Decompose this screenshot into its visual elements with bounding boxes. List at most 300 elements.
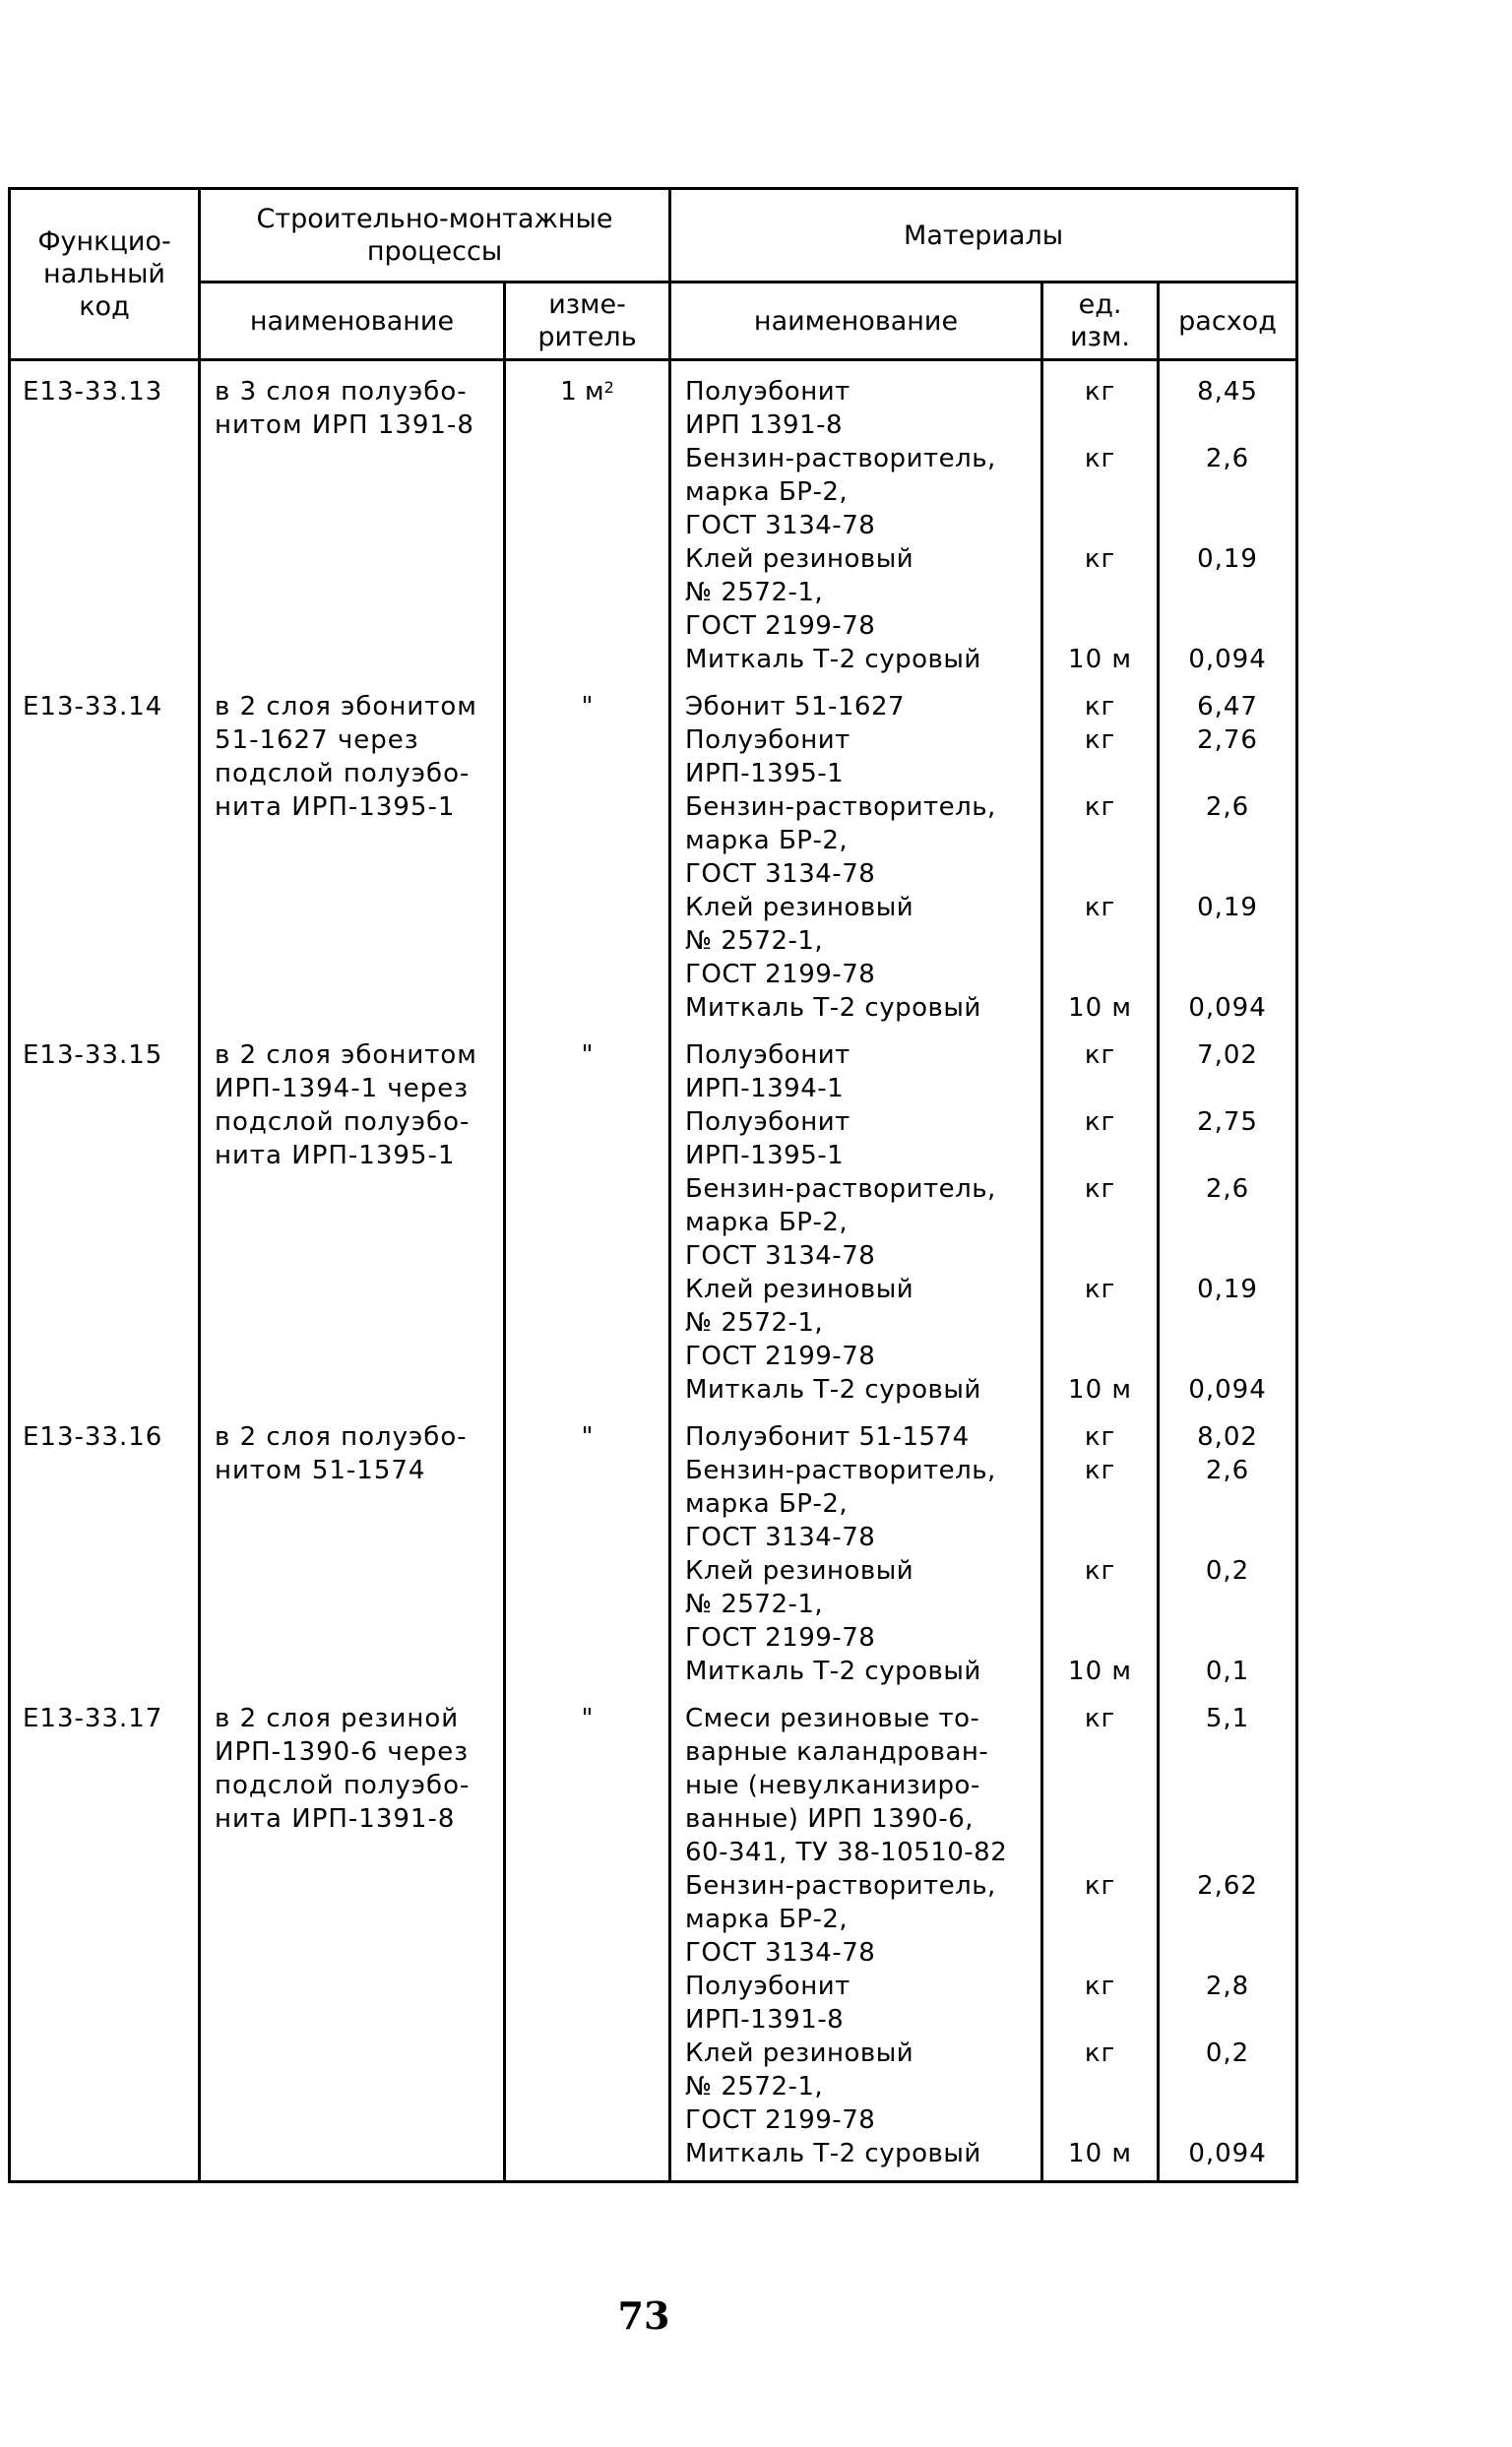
function-code-text: Е13-33.14 xyxy=(23,692,163,722)
material-line: марка БР-2, xyxy=(685,1905,849,1934)
unit-list xyxy=(1043,1702,1157,2170)
meter-value xyxy=(506,375,668,408)
function-code-text: Е13-33.16 xyxy=(23,1422,163,1452)
row-spacer xyxy=(10,1688,1297,1702)
unit-filler xyxy=(1043,757,1157,790)
process-name xyxy=(200,1420,505,1688)
unit-filler xyxy=(1043,408,1157,442)
rate-list xyxy=(1160,1420,1295,1688)
spacer-cell xyxy=(1042,676,1159,690)
unit-value: кг xyxy=(1084,893,1116,922)
material-cell xyxy=(670,375,1042,676)
material-list xyxy=(671,1038,1040,1407)
material-item xyxy=(671,1420,1040,1454)
material-item xyxy=(671,790,1040,891)
material-item xyxy=(671,991,1040,1025)
spacer-cell xyxy=(505,2170,670,2182)
material-line: Бензин-растворитель, xyxy=(685,1871,996,1901)
unit-value: 10 м xyxy=(1068,1657,1132,1686)
rate-item xyxy=(1160,991,1295,1025)
material-line: Полуэбонит 51-1574 xyxy=(685,1422,970,1452)
meter-value xyxy=(506,1038,668,1072)
unit-item xyxy=(1043,790,1157,891)
material-line: Миткаль Т-2 суровый xyxy=(685,1657,981,1686)
rate-value: 0,094 xyxy=(1188,1375,1267,1405)
material-line: марка БР-2, xyxy=(685,1489,849,1519)
unit-filler xyxy=(1043,1139,1157,1172)
material-item xyxy=(671,723,1040,790)
rate-value: 8,45 xyxy=(1197,377,1258,407)
rate-filler xyxy=(1160,958,1295,991)
unit-filler xyxy=(1043,1802,1157,1836)
rate-item xyxy=(1160,1869,1295,1970)
spacer-cell xyxy=(10,2170,200,2182)
rate-filler xyxy=(1160,1521,1295,1554)
material-item xyxy=(671,643,1040,676)
rate-filler xyxy=(1160,609,1295,643)
table-row xyxy=(10,1702,1297,2170)
rate-filler xyxy=(1160,1139,1295,1172)
unit-filler xyxy=(1043,609,1157,643)
unit-value: 10 м xyxy=(1068,1375,1132,1405)
rate-value: 8,02 xyxy=(1197,1422,1258,1452)
material-item xyxy=(671,1554,1040,1655)
unit-filler xyxy=(1043,1836,1157,1869)
function-code xyxy=(10,1420,200,1688)
rate-value: 6,47 xyxy=(1197,692,1258,722)
unit-item xyxy=(1043,1038,1157,1105)
rate-filler xyxy=(1160,1735,1295,1769)
unit-filler xyxy=(1043,1239,1157,1273)
material-line: Полуэбонит xyxy=(685,1972,850,2001)
process-line: нита ИРП-1391-8 xyxy=(215,1804,456,1834)
rate-filler xyxy=(1160,1621,1295,1655)
material-line: ИРП-1391-8 xyxy=(685,2005,845,2035)
material-item xyxy=(671,690,1040,723)
rate-value: 2,6 xyxy=(1205,1456,1250,1485)
material-line: Полуэбонит xyxy=(685,725,850,755)
unit-item xyxy=(1043,1554,1157,1655)
meter-cell xyxy=(505,1038,670,1407)
rate-value: 2,76 xyxy=(1197,725,1258,755)
spacer-cell xyxy=(1159,1025,1297,1038)
spacer-cell xyxy=(1042,1407,1159,1420)
row-spacer xyxy=(10,360,1297,376)
rate-filler xyxy=(1160,824,1295,857)
material-line: ИРП-1394-1 xyxy=(685,1074,845,1103)
material-line: марка БР-2, xyxy=(685,477,849,507)
rate-value: 0,094 xyxy=(1188,993,1267,1023)
rate-value: 0,094 xyxy=(1188,2139,1267,2168)
material-line: Клей резиновый xyxy=(685,893,914,922)
material-list xyxy=(671,1420,1040,1688)
rate-filler xyxy=(1160,1072,1295,1105)
process-line: нита ИРП-1395-1 xyxy=(215,792,456,822)
spacer-cell xyxy=(200,2170,505,2182)
material-item xyxy=(671,1038,1040,1105)
function-code-text: Е13-33.15 xyxy=(23,1040,163,1070)
unit-value: кг xyxy=(1084,1107,1116,1137)
rate-value: 2,8 xyxy=(1205,1972,1250,2001)
material-line: ИРП 1391-8 xyxy=(685,410,844,440)
unit-filler xyxy=(1043,2003,1157,2037)
unit-value: кг xyxy=(1084,544,1116,574)
material-line: Миткаль Т-2 суровый xyxy=(685,645,981,674)
rate-value: 0,2 xyxy=(1205,2039,1250,2068)
material-line: ГОСТ 3134-78 xyxy=(685,1938,876,1968)
process-line: нитом ИРП 1391-8 xyxy=(215,410,474,440)
material-line: № 2572-1, xyxy=(685,2072,824,2102)
unit-filler xyxy=(1043,1903,1157,1936)
unit-filler xyxy=(1043,857,1157,891)
material-line: ГОСТ 2199-78 xyxy=(685,1623,876,1653)
table-row xyxy=(10,1038,1297,1407)
unit-item xyxy=(1043,1702,1157,1869)
table-body xyxy=(10,360,1297,2182)
spacer-cell xyxy=(505,1025,670,1038)
material-line: 60-341, ТУ 38-10510-82 xyxy=(685,1838,1008,1867)
process-name xyxy=(200,690,505,1025)
header-unit: ед. изм. xyxy=(1042,282,1159,360)
rate-filler xyxy=(1160,757,1295,790)
rate-item xyxy=(1160,723,1295,790)
function-code xyxy=(10,375,200,676)
spacer-cell xyxy=(505,1688,670,1702)
meter-text: " xyxy=(581,1040,594,1070)
rate-value: 2,6 xyxy=(1205,444,1250,473)
header-material-name: наименование xyxy=(670,282,1042,360)
rate-cell xyxy=(1159,375,1297,676)
material-item xyxy=(671,1172,1040,1273)
spacer-cell xyxy=(10,676,200,690)
rate-filler xyxy=(1160,1306,1295,1340)
unit-value: кг xyxy=(1084,1040,1116,1070)
rate-filler xyxy=(1160,509,1295,542)
unit-item xyxy=(1043,1373,1157,1407)
table-row xyxy=(10,375,1297,676)
process-name xyxy=(200,375,505,676)
rate-value: 5,1 xyxy=(1205,1704,1250,1733)
unit-filler xyxy=(1043,475,1157,509)
material-line: марка БР-2, xyxy=(685,826,849,855)
process-line: в 3 слоя полуэбо- xyxy=(215,377,468,407)
spacer-cell xyxy=(1159,360,1297,376)
material-list xyxy=(671,375,1040,676)
material-line: № 2572-1, xyxy=(685,1590,824,1619)
rate-value: 0,2 xyxy=(1205,1556,1250,1586)
unit-item xyxy=(1043,690,1157,723)
rate-filler xyxy=(1160,408,1295,442)
meter-cell xyxy=(505,690,670,1025)
row-spacer xyxy=(10,1407,1297,1420)
unit-filler xyxy=(1043,1306,1157,1340)
material-item xyxy=(671,1373,1040,1407)
material-cell xyxy=(670,690,1042,1025)
material-item xyxy=(671,1869,1040,1970)
spacer-cell xyxy=(10,1407,200,1420)
rate-cell xyxy=(1159,1702,1297,2170)
unit-filler xyxy=(1043,1621,1157,1655)
material-line: Эбонит 51-1627 xyxy=(685,692,906,722)
material-line: Миткаль Т-2 суровый xyxy=(685,2139,981,2168)
rate-item xyxy=(1160,1172,1295,1273)
unit-item xyxy=(1043,891,1157,991)
unit-value: кг xyxy=(1084,1972,1116,2001)
unit-filler xyxy=(1043,2070,1157,2103)
rate-filler xyxy=(1160,1903,1295,1936)
material-line: № 2572-1, xyxy=(685,1308,824,1338)
rate-value: 2,62 xyxy=(1197,1871,1258,1901)
unit-filler xyxy=(1043,1769,1157,1802)
material-item xyxy=(671,2037,1040,2137)
header-code: Функцио-нальный код xyxy=(10,189,200,360)
unit-filler xyxy=(1043,1487,1157,1521)
spacer-cell xyxy=(670,1407,1042,1420)
material-line: ГОСТ 3134-78 xyxy=(685,1523,876,1552)
rate-item xyxy=(1160,1554,1295,1655)
spacer-cell xyxy=(670,1688,1042,1702)
rate-item xyxy=(1160,1655,1295,1688)
rate-filler xyxy=(1160,576,1295,609)
rate-value: 0,19 xyxy=(1197,1275,1258,1304)
rate-value: 0,1 xyxy=(1205,1657,1250,1686)
process-name xyxy=(200,1038,505,1407)
rate-item xyxy=(1160,1970,1295,2037)
process-line: 51-1627 через xyxy=(215,725,419,755)
rate-item xyxy=(1160,1273,1295,1373)
meter-superscript: 2 xyxy=(603,378,614,397)
meter-cell xyxy=(505,1702,670,2170)
unit-cell xyxy=(1042,375,1159,676)
process-line: подслой полуэбо- xyxy=(215,759,471,788)
unit-value: кг xyxy=(1084,1456,1116,1485)
unit-list xyxy=(1043,1038,1157,1407)
unit-cell xyxy=(1042,1038,1159,1407)
rate-filler xyxy=(1160,2003,1295,2037)
meter-text: " xyxy=(581,692,594,722)
rate-filler xyxy=(1160,924,1295,958)
rate-list xyxy=(1160,375,1295,676)
process-line: в 2 слоя резиной xyxy=(215,1704,460,1733)
rate-filler xyxy=(1160,857,1295,891)
spacer-cell xyxy=(670,2170,1042,2182)
rate-value: 0,19 xyxy=(1197,544,1258,574)
unit-value: кг xyxy=(1084,1556,1116,1586)
rate-item xyxy=(1160,375,1295,442)
material-line: Клей резиновый xyxy=(685,1275,914,1304)
unit-filler xyxy=(1043,1206,1157,1239)
unit-value: кг xyxy=(1084,1275,1116,1304)
unit-list xyxy=(1043,1420,1157,1688)
material-item xyxy=(671,442,1040,542)
unit-filler xyxy=(1043,1521,1157,1554)
material-item xyxy=(671,542,1040,643)
unit-filler xyxy=(1043,509,1157,542)
unit-item xyxy=(1043,1454,1157,1554)
row-spacer xyxy=(10,1025,1297,1038)
spacer-cell xyxy=(1159,676,1297,690)
material-line: Бензин-растворитель, xyxy=(685,444,996,473)
material-item xyxy=(671,375,1040,442)
rate-filler xyxy=(1160,1206,1295,1239)
material-line: ные (невулканизиро- xyxy=(685,1771,980,1800)
process-line: в 2 слоя полуэбо- xyxy=(215,1422,468,1452)
function-code xyxy=(10,690,200,1025)
unit-value: кг xyxy=(1084,1871,1116,1901)
rate-item xyxy=(1160,1454,1295,1554)
material-item xyxy=(671,1105,1040,1172)
rate-item xyxy=(1160,643,1295,676)
material-item xyxy=(671,1970,1040,2037)
unit-value: 10 м xyxy=(1068,2139,1132,2168)
rate-filler xyxy=(1160,1340,1295,1373)
process-line: в 2 слоя эбонитом xyxy=(215,692,477,722)
rate-list xyxy=(1160,1702,1295,2170)
spacer-cell xyxy=(1042,1688,1159,1702)
rate-value: 7,02 xyxy=(1197,1040,1258,1070)
material-line: Бензин-растворитель, xyxy=(685,1456,996,1485)
unit-filler xyxy=(1043,1588,1157,1621)
rate-filler xyxy=(1160,1487,1295,1521)
function-code-text: Е13-33.13 xyxy=(23,377,163,407)
unit-value: кг xyxy=(1084,1704,1116,1733)
rate-value: 2,6 xyxy=(1205,792,1250,822)
unit-value: кг xyxy=(1084,2039,1116,2068)
material-line: Полуэбонит xyxy=(685,1040,850,1070)
rate-filler xyxy=(1160,1802,1295,1836)
process-line: в 2 слоя эбонитом xyxy=(215,1040,477,1070)
material-line: ИРП-1395-1 xyxy=(685,759,845,788)
material-line: Клей резиновый xyxy=(685,544,914,574)
rate-value: 0,094 xyxy=(1188,645,1267,674)
material-item xyxy=(671,2137,1040,2170)
material-cell xyxy=(670,1038,1042,1407)
function-code-text: Е13-33.17 xyxy=(23,1704,163,1733)
rate-filler xyxy=(1160,1588,1295,1621)
material-item xyxy=(671,1702,1040,1869)
process-line: подслой полуэбо- xyxy=(215,1107,471,1137)
unit-item xyxy=(1043,2137,1157,2170)
unit-list xyxy=(1043,375,1157,676)
unit-value: 10 м xyxy=(1068,993,1132,1023)
material-line: ГОСТ 2199-78 xyxy=(685,611,876,641)
material-line: варные каландрован- xyxy=(685,1737,989,1767)
rate-item xyxy=(1160,1105,1295,1172)
unit-value: кг xyxy=(1084,1174,1116,1204)
page-number: 73 xyxy=(617,2293,670,2338)
rate-list xyxy=(1160,1038,1295,1407)
table-row xyxy=(10,1420,1297,1688)
unit-item xyxy=(1043,442,1157,542)
unit-value: кг xyxy=(1084,444,1116,473)
material-line: № 2572-1, xyxy=(685,926,824,956)
unit-filler xyxy=(1043,1340,1157,1373)
spacer-cell xyxy=(10,360,200,376)
material-line: Бензин-растворитель, xyxy=(685,1174,996,1204)
unit-item xyxy=(1043,1869,1157,1970)
material-line: ГОСТ 3134-78 xyxy=(685,1241,876,1271)
rate-cell xyxy=(1159,690,1297,1025)
spacer-cell xyxy=(10,1688,200,1702)
spacer-cell xyxy=(1159,2170,1297,2182)
material-line: ванные) ИРП 1390-6, xyxy=(685,1804,975,1834)
materials-table xyxy=(8,187,1298,2183)
rate-item xyxy=(1160,442,1295,542)
unit-item xyxy=(1043,991,1157,1025)
material-item xyxy=(671,1454,1040,1554)
spacer-cell xyxy=(200,360,505,376)
material-line: марка БР-2, xyxy=(685,1208,849,1237)
header-processes: Строительно-монтажные процессы xyxy=(200,189,670,282)
meter-text: 1 м xyxy=(560,377,604,407)
rate-item xyxy=(1160,891,1295,991)
header-materials: Материалы xyxy=(670,189,1297,282)
material-cell xyxy=(670,1702,1042,2170)
material-line: ГОСТ 3134-78 xyxy=(685,859,876,889)
process-name xyxy=(200,1702,505,2170)
unit-item xyxy=(1043,542,1157,643)
material-item xyxy=(671,891,1040,991)
process-line: нитом 51-1574 xyxy=(215,1456,426,1485)
material-line: Полуэбонит xyxy=(685,377,850,407)
rate-item xyxy=(1160,1373,1295,1407)
unit-filler xyxy=(1043,958,1157,991)
meter-text: " xyxy=(581,1704,594,1733)
unit-filler xyxy=(1043,824,1157,857)
unit-item xyxy=(1043,723,1157,790)
spacer-cell xyxy=(1042,360,1159,376)
meter-value xyxy=(506,690,668,723)
material-line: ГОСТ 2199-78 xyxy=(685,2105,876,2135)
unit-value: кг xyxy=(1084,725,1116,755)
process-line: ИРП-1390-6 через xyxy=(215,1737,470,1767)
row-spacer xyxy=(10,2170,1297,2182)
rate-list xyxy=(1160,690,1295,1025)
rate-item xyxy=(1160,690,1295,723)
header-meter: изме-ритель xyxy=(505,282,670,360)
unit-item xyxy=(1043,1970,1157,2037)
unit-item xyxy=(1043,375,1157,442)
material-cell xyxy=(670,1420,1042,1688)
spacer-cell xyxy=(1042,1025,1159,1038)
header-process-name: наименование xyxy=(200,282,505,360)
unit-item xyxy=(1043,1172,1157,1273)
unit-value: кг xyxy=(1084,377,1116,407)
rate-item xyxy=(1160,790,1295,891)
unit-value: кг xyxy=(1084,692,1116,722)
unit-item xyxy=(1043,1273,1157,1373)
material-line: Полуэбонит xyxy=(685,1107,850,1137)
rate-filler xyxy=(1160,1769,1295,1802)
unit-item xyxy=(1043,1105,1157,1172)
unit-cell xyxy=(1042,1702,1159,2170)
material-item xyxy=(671,1273,1040,1373)
process-line: нита ИРП-1395-1 xyxy=(215,1141,456,1170)
unit-item xyxy=(1043,1420,1157,1454)
function-code xyxy=(10,1038,200,1407)
spacer-cell xyxy=(1159,1688,1297,1702)
table-row xyxy=(10,690,1297,1025)
meter-value xyxy=(506,1702,668,1735)
spacer-cell xyxy=(10,1025,200,1038)
material-line: Клей резиновый xyxy=(685,2039,914,2068)
rate-filler xyxy=(1160,1936,1295,1970)
unit-filler xyxy=(1043,924,1157,958)
process-line: подслой полуэбо- xyxy=(215,1771,471,1800)
material-item xyxy=(671,1655,1040,1688)
spacer-cell xyxy=(200,1025,505,1038)
spacer-cell xyxy=(670,360,1042,376)
